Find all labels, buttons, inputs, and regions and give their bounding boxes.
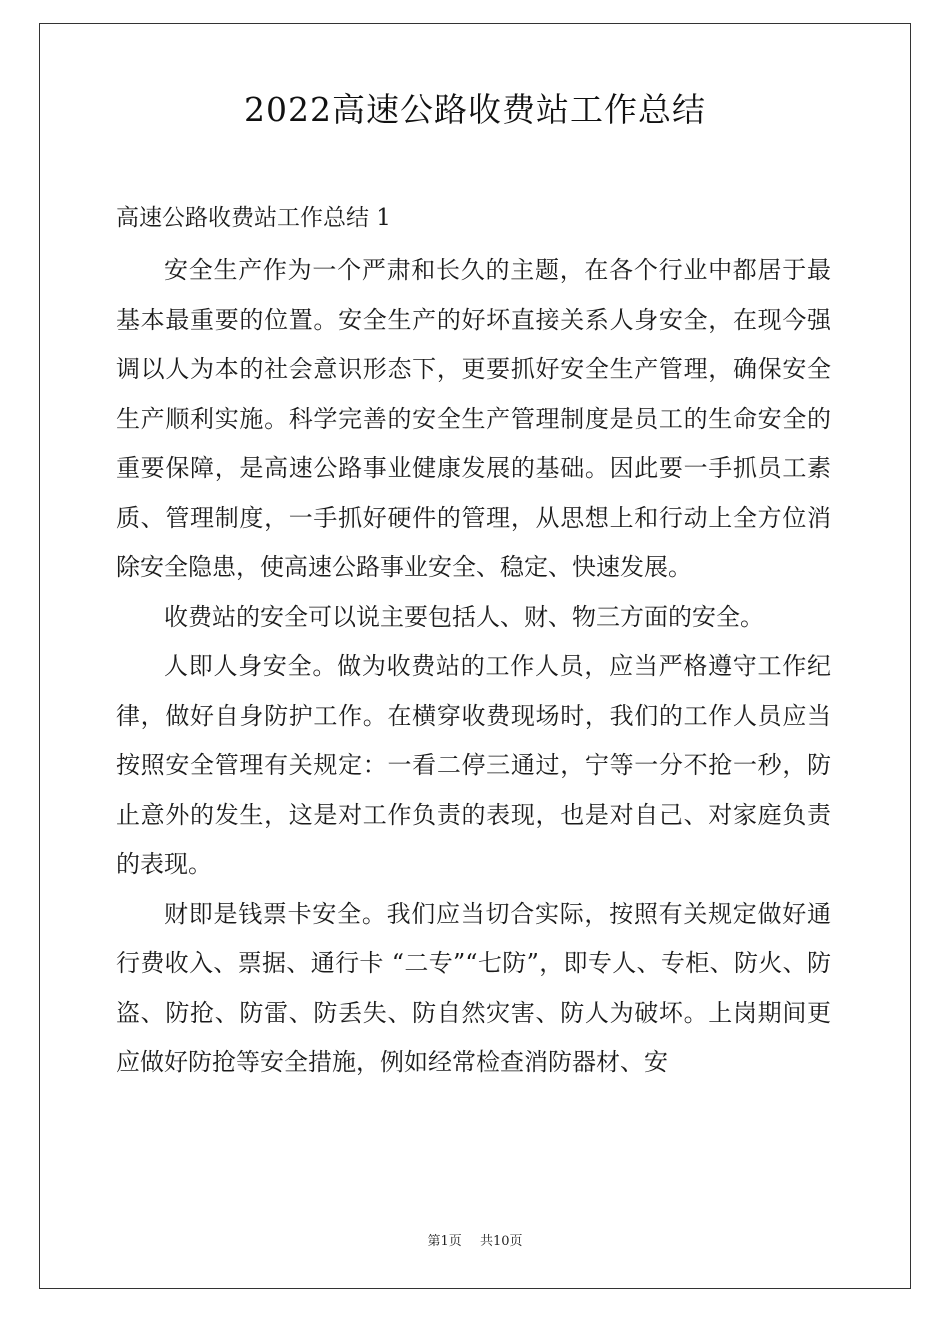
page-number-total: 共10页 bbox=[479, 1234, 523, 1249]
paragraph-three-aspects: 收费站的安全可以说主要包括人、财、物三方面的安全。 bbox=[164, 602, 764, 631]
paragraph-personal-safety: 人即人身安全。做为收费站的工作人员，应当严格遵守工作纪律，做好自身防护工作。在横穿收费现场时，我们的工作人员应当按照安全管理有关规定：一看二停三通过，宁等一分不抢一秒，防止意外的发生，这是对工作负责的表现，也是对自己、对家庭负责的表现。 bbox=[116, 652, 831, 878]
section-heading: 高速公路收费站工作总结 1 bbox=[116, 205, 391, 231]
document-title: 2022高速公路收费站工作总结 bbox=[244, 90, 706, 129]
document-body bbox=[116, 246, 831, 1088]
page-footer bbox=[0, 1232, 950, 1252]
paragraph-safety-intro: 安全生产作为一个严肃和长久的主题，在各个行业中都居于最基本最重要的位置。安全生产的好坏直接关系人身安全，在现今强调以人为本的社会意识形态下，更要抓好安全生产管理，确保安全生产顺利实施。科学完善的安全生产管理制度是员工的生命安全的重要保障，是高速公路事业健康发展的基础。因此要一手抓员工素质、管理制度，一手抓好硬件的管理，从思想上和行动上全方位消除安全隐患，使高速公路事业安全、稳定、快速发展。 bbox=[116, 256, 831, 581]
paragraph-money-safety: 财即是钱票卡安全。我们应当切合实际，按照有关规定做好通行费收入、票据、通行卡 “二专”“七防”，即专人、专柜、防火、防盗、防抢、防雷、防丢失、防自然灾害、防人为破坏。上岗期间更应做好防抢等安全措施，例如经常检查消防器材、安 bbox=[116, 899, 831, 1076]
page-number-current: 第1页 bbox=[427, 1234, 462, 1249]
